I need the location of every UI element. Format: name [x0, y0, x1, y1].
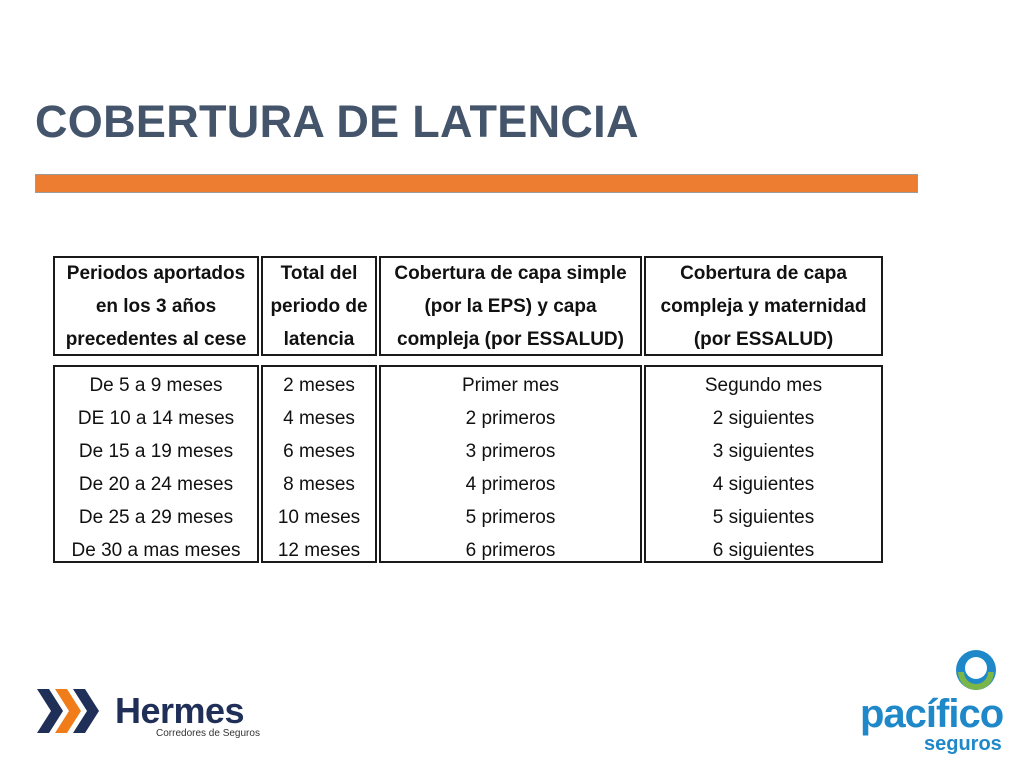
- table-cell: 2 siguientes: [712, 408, 815, 429]
- header-cell-periodos: [53, 256, 259, 356]
- table-cell: 2 meses: [283, 375, 355, 396]
- header-line: precedentes al cese: [65, 328, 247, 350]
- header-line: Periodos aportados: [66, 262, 246, 284]
- header-cell-total: [261, 256, 377, 356]
- header-line: compleja y maternidad: [660, 295, 867, 317]
- body-column-capa-simple: [379, 365, 642, 563]
- pacifico-circle-icon: [954, 648, 998, 692]
- accent-bar: [35, 174, 918, 193]
- table-cell: 4 meses: [283, 408, 355, 429]
- table-cell: 10 meses: [277, 507, 361, 528]
- table-cell: 6 siguientes: [712, 540, 815, 561]
- table-cell: 4 primeros: [465, 474, 556, 495]
- table-cell: De 15 a 19 meses: [78, 441, 234, 462]
- header-line: Cobertura de capa simple: [394, 262, 627, 284]
- body-column-periodos: [53, 365, 259, 563]
- pacifico-wordmark: pacífico: [860, 692, 1004, 736]
- table-cell: 6 primeros: [465, 540, 556, 561]
- table-cell: De 25 a 29 meses: [78, 507, 234, 528]
- body-column-capa-compleja: [644, 365, 883, 563]
- table-cell: 12 meses: [277, 540, 361, 561]
- table-cell: 4 siguientes: [712, 474, 815, 495]
- pacifico-subtitle: seguros: [924, 733, 1002, 755]
- hermes-logo: [35, 683, 260, 743]
- header-line: latencia: [283, 328, 355, 350]
- pacifico-logo: [858, 648, 1003, 758]
- table-cell: 5 siguientes: [712, 507, 815, 528]
- header-line: Total del: [280, 262, 358, 284]
- header-line: compleja (por ESSALUD): [397, 328, 624, 350]
- hermes-wordmark: Hermes: [115, 690, 245, 731]
- header-line: Cobertura de capa: [680, 262, 847, 284]
- table-cell: 5 primeros: [465, 507, 556, 528]
- table-cell: DE 10 a 14 meses: [77, 408, 235, 429]
- header-line: en los 3 años: [95, 295, 217, 317]
- header-line: (por la EPS) y capa: [424, 295, 597, 317]
- header-cell-capa-simple: [379, 256, 642, 356]
- slide-title: COBERTURA DE LATENCIA: [35, 96, 639, 147]
- header-line: (por ESSALUD): [693, 328, 834, 350]
- table-cell: 8 meses: [283, 474, 355, 495]
- table-cell: Segundo mes: [704, 375, 823, 396]
- header-line: periodo de: [270, 295, 368, 317]
- table-cell: 3 primeros: [465, 441, 556, 462]
- table-cell: De 20 a 24 meses: [78, 474, 234, 495]
- hermes-subtitle: Corredores de Seguros: [156, 728, 260, 739]
- table-cell: Primer mes: [461, 375, 560, 396]
- table-cell: 3 siguientes: [712, 441, 815, 462]
- table-cell: 2 primeros: [465, 408, 556, 429]
- header-cell-capa-compleja: [644, 256, 883, 356]
- table-cell: De 30 a mas meses: [71, 540, 241, 561]
- hermes-chevron-icon: [35, 683, 103, 739]
- table-cell: 6 meses: [283, 441, 355, 462]
- body-column-total: [261, 365, 377, 563]
- table-cell: De 5 a 9 meses: [89, 375, 223, 396]
